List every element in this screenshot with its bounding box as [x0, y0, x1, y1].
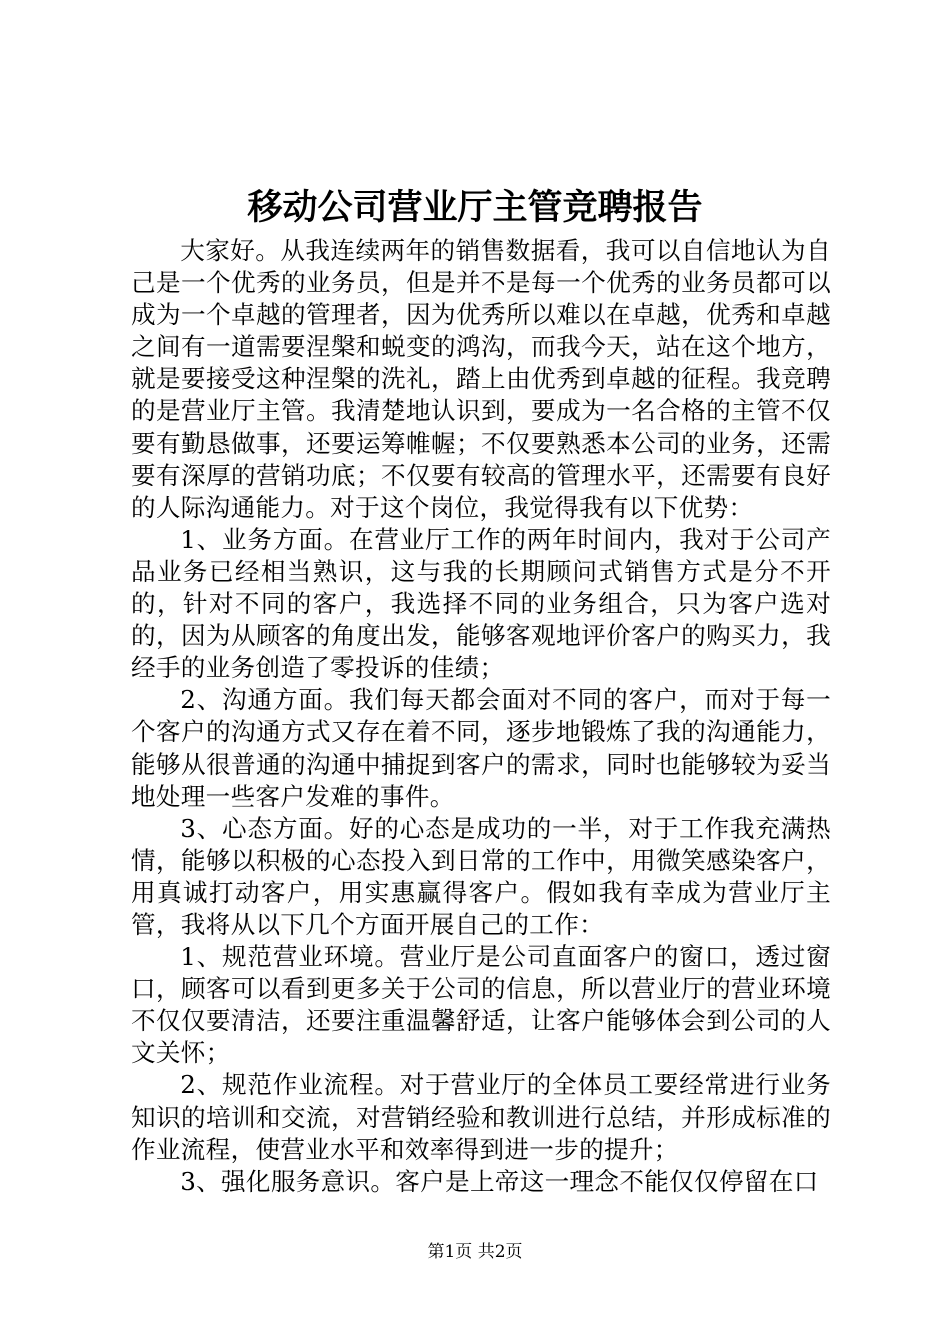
- document-body: [131, 235, 831, 1198]
- paragraph-plan-workflow: 2、规范作业流程。对于营业厅的全体员工要经常进行业务知识的培训和交流，对营销经验和教训进行总结，并形成标准的作业流程，使营业水平和效率得到进一步的提升；: [131, 1070, 831, 1164]
- paragraph-plan-environment: 1、规范营业环境。营业厅是公司直面客户的窗口，透过窗口，顾客可以看到更多关于公司的信息，所以营业厅的营业环境不仅仅要清洁，还要注重温馨舒适，让客户能够体会到公司的人文关怀；: [131, 942, 831, 1068]
- page-number-footer: 第1页 共2页: [427, 1242, 523, 1262]
- paragraph-advantage-communication: 2、沟通方面。我们每天都会面对不同的客户，而对于每一个客户的沟通方式又存在着不同，逐步地锻炼了我的沟通能力，能够从很普通的沟通中捕捉到客户的需求，同时也能够较为妥当地处理一些客户发难的事件。: [131, 685, 831, 811]
- paragraph-intro: 大家好。从我连续两年的销售数据看，我可以自信地认为自己是一个优秀的业务员，但是并不是每一个优秀的业务员都可以成为一个卓越的管理者，因为优秀所以难以在卓越，优秀和卓越之间有一道需要涅槃和蜕变的鸿沟，而我今天，站在这个地方，就是要接受这种涅槃的洗礼，踏上由优秀到卓越的征程。我竞聘的是营业厅主管。我清楚地认识到，要成为一名合格的主管不仅要有勤恳做事，还要运筹帷幄；不仅要熟悉本公司的业务，还需要有深厚的营销功底；不仅要有较高的管理水平，还需要有良好的人际沟通能力。对于这个岗位，我觉得我有以下优势：: [131, 236, 831, 522]
- paragraph-advantage-attitude: 3、心态方面。好的心态是成功的一半，对于工作我充满热情，能够以积极的心态投入到日常的工作中，用微笑感染客户，用真诚打动客户，用实惠赢得客户。假如我有幸成为营业厅主管，我将从以下几个方面开展自己的工作：: [131, 813, 831, 939]
- paragraph-advantage-business: 1、业务方面。在营业厅工作的两年时间内，我对于公司产品业务已经相当熟识，这与我的长期顾问式销售方式是分不开的，针对不同的客户，我选择不同的业务组合，只为客户选对的，因为从顾客的角度出发，能够客观地评价客户的购买力，我经手的业务创造了零投诉的佳绩；: [131, 524, 831, 683]
- paragraph-plan-service: 3、强化服务意识。客户是上帝这一理念不能仅仅停留在口: [180, 1166, 819, 1196]
- document-title: 移动公司营业厅主管竞聘报告: [247, 187, 703, 228]
